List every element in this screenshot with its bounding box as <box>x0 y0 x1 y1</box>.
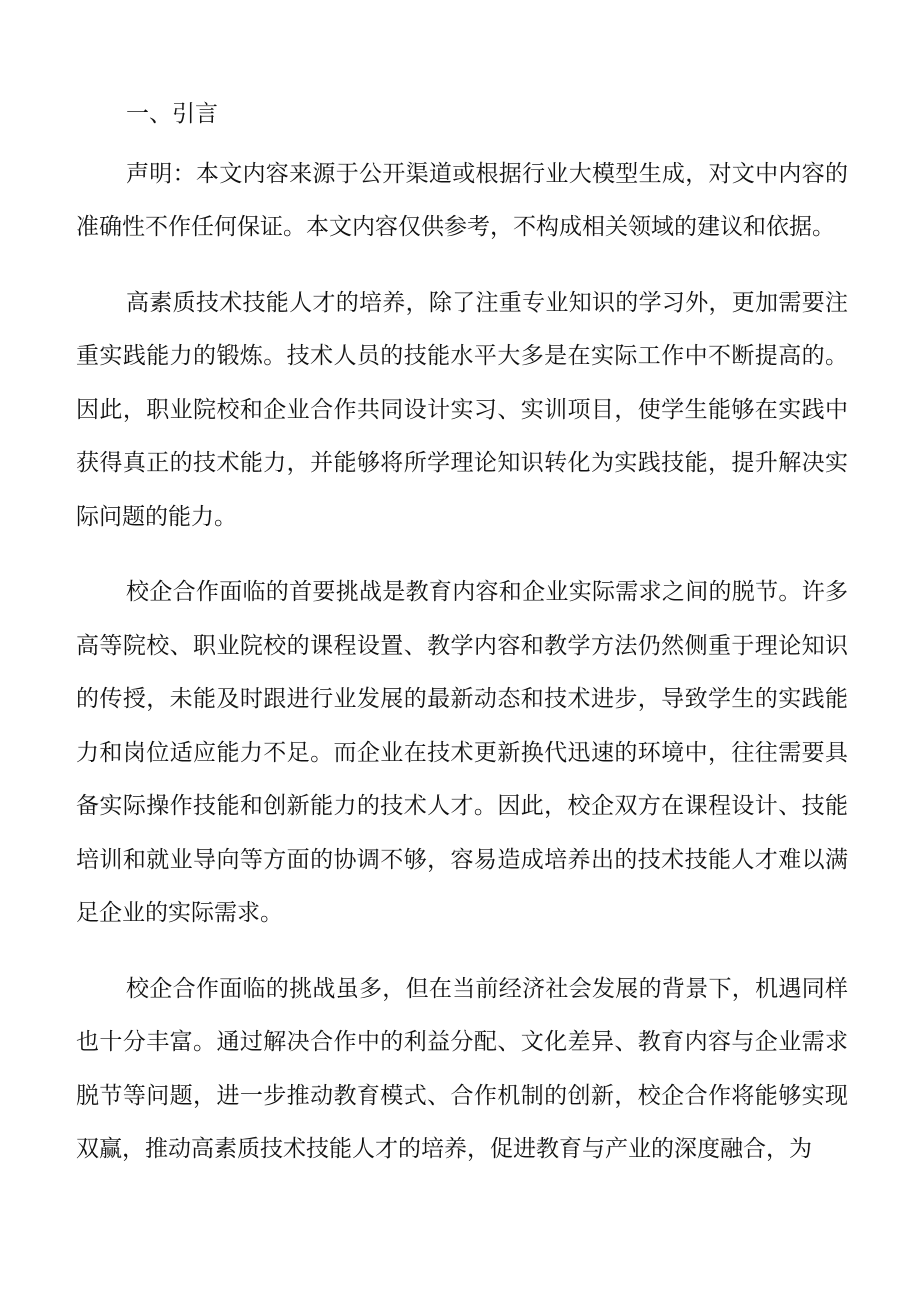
body-paragraph-talent-training: 高素质技术技能人才的培养，除了注重专业知识的学习外，更加需要注重实践能力的锻炼。技术人员的技能水平大多是在实际工作中不断提高的。因此，职业院校和企业合作共同设计实习、实训项目，使学生能够在实践中获得真正的技术能力，并能够将所学理论知识转化为实践技能，提升解决实际问题的能力。 <box>76 289 848 530</box>
body-paragraph-challenges: 校企合作面临的首要挑战是教育内容和企业实际需求之间的脱节。许多高等院校、职业院校的课程设置、教学内容和教学方法仍然侧重于理论知识的传授，未能及时跟进行业发展的最新动态和技术进步，导致学生的实践能力和岗位适应能力不足。而企业在技术更新换代迅速的环境中，往往需要具备实际操作技能和创新能力的技术人才。因此，校企双方在课程设计、技能培训和就业导向等方面的协调不够，容易造成培养出的技术技能人才难以满足企业的实际需求。 <box>76 579 848 926</box>
section-heading: 一、引言 <box>126 101 218 127</box>
disclaimer-paragraph: 声明：本文内容来源于公开渠道或根据行业大模型生成，对文中内容的准确性不作任何保证。本文内容仅供参考，不构成相关领域的建议和依据。 <box>76 160 848 240</box>
document-body <box>76 88 848 1199</box>
body-paragraph-opportunities: 校企合作面临的挑战虽多，但在当前经济社会发展的背景下，机遇同样也十分丰富。通过解决合作中的利益分配、文化差异、教育内容与企业需求脱节等问题，进一步推动教育模式、合作机制的创新，校企合作将能够实现双赢，推动高素质技术技能人才的培养，促进教育与产业的深度融合，为 <box>76 975 848 1162</box>
